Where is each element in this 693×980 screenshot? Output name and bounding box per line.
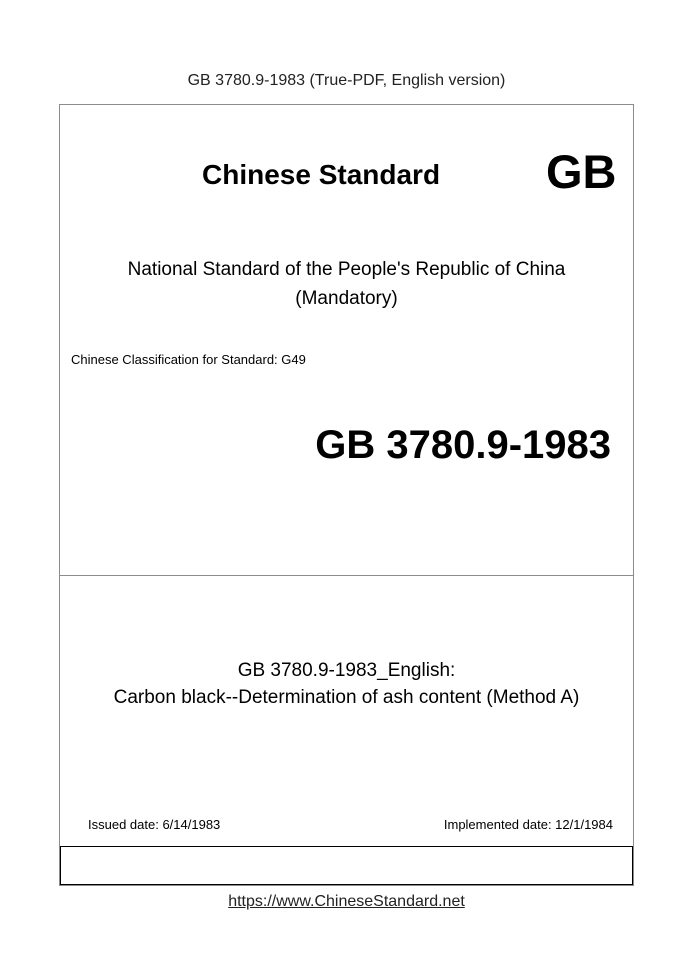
mandatory-label: (Mandatory) bbox=[295, 288, 398, 309]
classification-text: Chinese Classification for Standard: G49 bbox=[71, 352, 306, 367]
chinese-standard-heading: Chinese Standard bbox=[202, 159, 441, 190]
cover-frame bbox=[59, 104, 634, 886]
english-title-line2: Carbon black--Determination of ash content (Method A) bbox=[113, 687, 580, 708]
cover-title-section bbox=[60, 576, 633, 847]
issued-date: Issued date: 6/14/1983 bbox=[88, 817, 221, 832]
english-title-line1: GB 3780.9-1983_English: bbox=[237, 660, 456, 681]
standard-code: GB 3780.9-1983 bbox=[315, 423, 611, 467]
cover-bottom-box bbox=[60, 847, 633, 885]
website-link[interactable]: https://www.ChineseStandard.net bbox=[228, 893, 465, 910]
document-header: GB 3780.9-1983 (True-PDF, English version) bbox=[187, 72, 506, 89]
gb-mark: GB bbox=[546, 145, 617, 198]
cover-upper-section bbox=[60, 105, 633, 576]
national-standard-line: National Standard of the People's Republic of China bbox=[127, 259, 566, 280]
implemented-date: Implemented date: 12/1/1984 bbox=[443, 817, 613, 832]
